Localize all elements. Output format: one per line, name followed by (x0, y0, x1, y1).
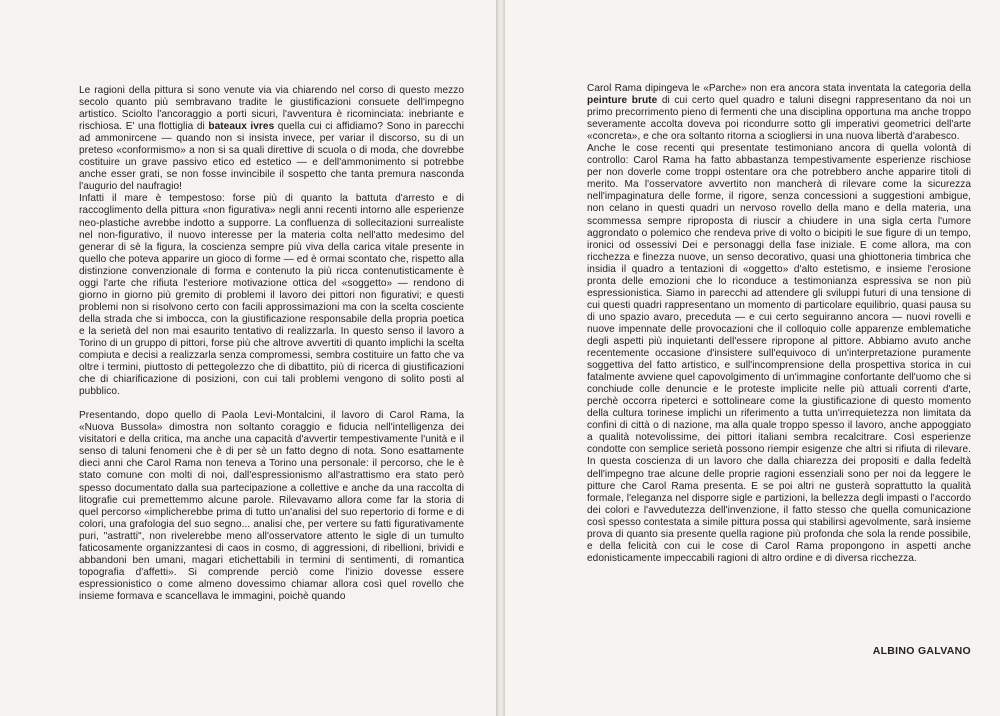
text-run: quella cui ci affidiamo? Sono in parecchi ad ammonircene — quando non si insista invece, per variar il discorso, su di un preteso «conformismo» a non si sa quali direttive di scuola o di moda, che dovrebbe costituire un grave passivo etico ed estetico — e dell'ammonimento si potrebbe anche esser grati, se non fosse invincibile il sospetto che tanta premura nasconda l'augurio del naufragio! (79, 121, 464, 193)
text-run: Carol Rama dipingeva le «Parche» non era ancora stata inventata la categoria della (587, 83, 971, 94)
paragraph-spacer (79, 398, 464, 410)
author-signature: ALBINO GALVANO (872, 645, 971, 657)
right-page-text (587, 83, 971, 565)
body-paragraph (79, 85, 464, 193)
text-run: di cui certo quel quadro e taluni disegni rappresentano da noi un primo precorrimento pieno di fermenti che una disciplina opportuna ma anche troppo severamente accolta doveva poi ricondurre sotto gli imperativi geometrici dell'arte «concreta», e che ora soltanto ritorna a sciogliersi in una nuova libertà d'arabesco. (587, 95, 972, 143)
body-paragraph (587, 83, 971, 143)
bold-phrase: peinture brute (587, 95, 658, 107)
body-paragraph (79, 193, 464, 398)
text-run: Le ragioni della pittura si sono venute via via chiarendo nel corso di questo mezzo secolo quanto più sembravano tradite le giustificazioni consuete dell'impegno artistico. Sciolto l'ancoraggio a porti sicuri, l'avventura è ricominciata: inebriante e rischiosa. E' una flottiglia di (79, 85, 464, 133)
text-run: Presentando, dopo quello di Paola Levi-Montalcini, il lavoro di Carol Rama, la «Nuova Bussola» dimostra non soltanto coraggio e fiducia nell'intelligenza dei visitatori e della critica, ma anche una capacità d'avvertir tempestivamente l'unità e il senso di taluni fenomeni che è di per sè un fatto degno di nota. Sono esattamente dieci anni che Carol Rama non teneva a Torino una personale: il percorso, che le è stato comune con molti di noi, dall'espressionismo all'astrattismo era stato però spesso documentato dalla sua partecipazione a collettive e anche da una raccolta di litografie cui premettemmo alcune parole. Rilevavamo allora come far la storia di quel percorso «implicherebbe prima di tutto un'analisi del suo repertorio di forme e di colori, una grafologia del suo segno... analisi che, per vertere su fatti figurativamente puri, "astratti", non rivelerebbe meno all'osservatore attento le sigle di un tumulto faticosamente organizzantesi di caos in cosmo, di aggressioni, di ribellioni, brividi e abbandoni ben umani, magari etichettabili in termini di sentimenti, di romantica topografia d'affetti». Si comprende perciò come l'inizio dovesse essere espressionistico o come almeno dovessimo chiamar allora così quel rovello che insieme formava e scancellava le immagini, poichè quando (79, 410, 464, 602)
left-page-text (79, 85, 464, 603)
bold-phrase: bateaux ivres (208, 121, 275, 133)
body-paragraph (79, 410, 464, 603)
body-paragraph (587, 143, 971, 565)
page-gutter (496, 0, 505, 716)
text-run: Anche le cose recenti qui presentate testimoniano ancora di quella volontà di controllo: Carol Rama ha fatto abbastanza tempestivamente esperienze rischiose per non doverle come troppi ostentare ora che potrebbero anche apparire titoli di merito. Ma l'osservatore avvertito non mancherà di rilevare come la sicurezza nell'impaginatura delle forme, il rigore, senza concessioni a suggestioni ambigue, non celano in questi quadri un nervoso rovello della mano e della materia, una scommessa sempre riproposta di riuscir a chiudere in una sigla certa l'umore aggrondato o polemico che rendeva prive di volto o bicipiti le sue figure di un tempo, ironici od ossessivi Dei e personaggi della fase iniziale. E come allora, ma con ricchezza e finezza nuove, un senso decorativo, quasi una ghiottoneria timbrica che insidia il quadro a tentazioni di «oggetto» d'alto estetismo, e insieme l'erosione pronta delle emozioni che lo riconduce a testimonianza espressiva se non più espressionistica. Siamo in parecchi ad attendere gli sviluppi futuri di una tensione di cui questi quadri rappresentano un momento di particolare equilibrio, quasi pausa su di uno spazio avaro, preceduta — e cui certo seguiranno ancora — nuovi rovelli e nuove impennate delle provocazioni che il colloquio colle apparenze emblematiche degli aspetti più inquietanti dell'essere ripropone al pittore. Abbiamo avuto anche recentemente occasione d'insistere sull'equivoco di un'interpretazione puramente soggettiva del fatto artistico, e sull'incomprensione della prospettiva storica in cui fatalmente avviene quel capovolgimento di un'immagine confortante dell'uomo che si conchiude colle denuncie e le proteste implicite nelle più attuali correnti d'arte, perchè occorra ripeterci e sottolineare come la giustificazione di questo momento della cultura torinese implichi un riferimento a tutta un'irrequietezza non limitata da confini di città o di nazione, ma alla quale troppo spesso il lavoro, anche appoggiato a qualità notevolissime, dei pittori italiani sembra recalcitrare. Così esperienze condotte con semplice serietà possono riempir esigenze che altri si rifiuta di rilevare. In questa coscienza di un lavoro che dalla chiarezza dei propositi e dalla fedeltà dell'impegno trae alcune delle proprie ragioni essenziali sono per noi da leggere le pitture che Carol Rama presenta. E se poi altri ne gusterà soprattutto la qualità formale, l'eleganza nel disporre sigle e partizioni, la bellezza degli impasti o l'accordo dei colori e l'avvedutezza dell'invenzione, il fatto stesso che quella comunicazione così spesso contestata a simile pittura possa qui stabilirsi agevolmente, sarà insieme prova di quanto sia presente quella ragione più profonda che sola la rende possibile, e della felicità con cui le cose di Carol Rama propongono in aspetti anche edonisticamente impeccabili ragioni di altro ordine e di diversa ricchezza. (587, 143, 971, 564)
text-run: Infatti il mare è tempestoso: forse più di quanto la battuta d'arresto e di raccoglimento della pittura «non figurativa» negli anni recenti intorno alle esperienze neo-plastiche avrebbe indotto a supporre. La confluenza di sollecitazioni surrealiste nel non-figurativo, il nuovo interesse per la materia colta nell'atto medesimo del generar di sè la figura, la coscienza sempre più viva della carica vitale presente in quello che poteva apparire un gioco di forme — ed è ormai scontato che, rispetto alla distinzione convenzionale di forma e contenuto la più ricca contenutisticamente è oggi l'arte che rifiuta l'esteriore motivazione ottica del «soggetto» — rendono di giorno in giorno più gremito di problemi il lavoro dei pittori non figurativi; e questi problemi non si risolvono certo con facili approssimazioni ma con la scelta cosciente della strada che si imbocca, con la giustificazione responsabile della propria poetica e la serietà del non mai esaurito tentativo di realizzarla. In questo senso il lavoro a Torino di un gruppo di pittori, forse più che altrove avvertiti di quanto implichi la scelta compiuta e decisi a realizzarla senza compromessi, sembra costituire un fatto che va oltre i termini, piuttosto di pettegolezzo che di dibattito, più di ricerca di giustificazioni che di chiarificazione di posizioni, con cui tali problemi vengono di solito posti al pubblico. (79, 193, 464, 398)
